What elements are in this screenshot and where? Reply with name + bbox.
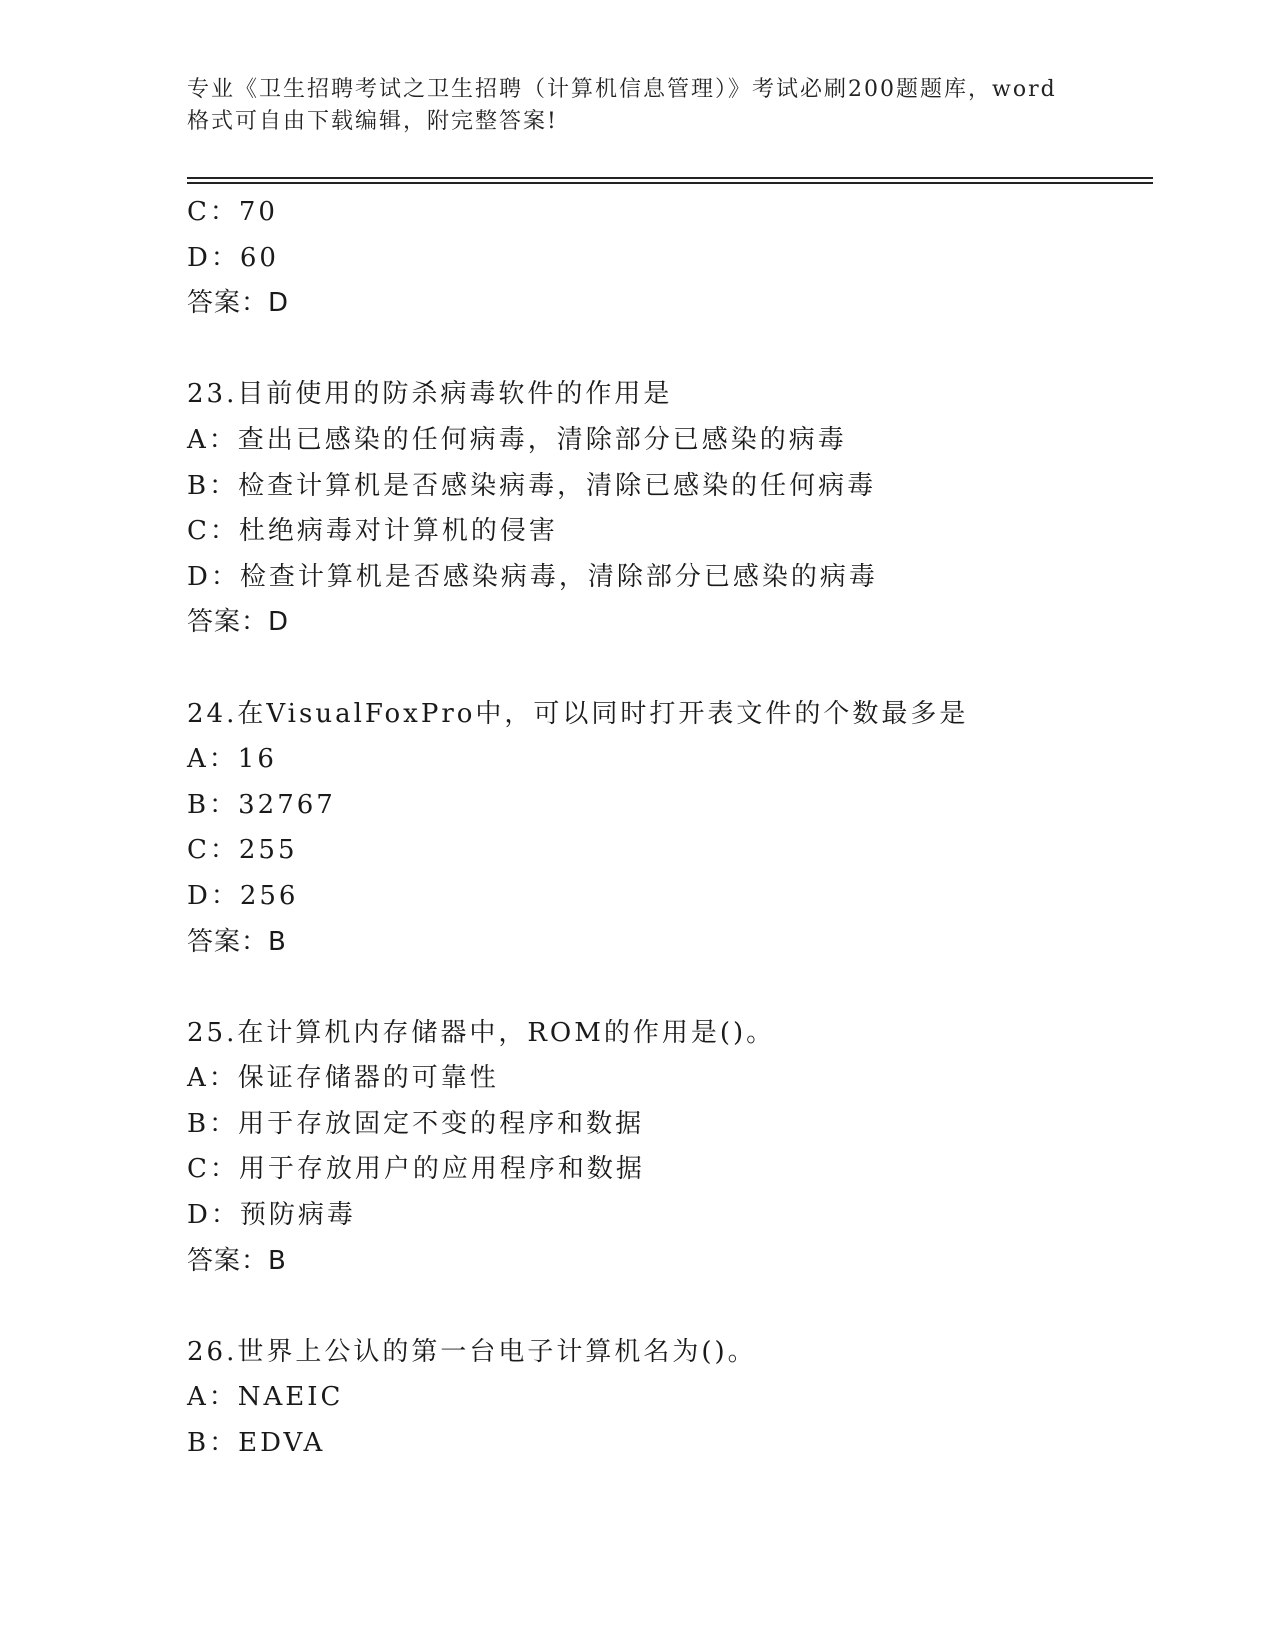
question-23 (187, 372, 1147, 646)
option-a: A：查出已感染的任何病毒，清除部分已感染的病毒 (187, 424, 847, 455)
answer-line: 答案：B (187, 926, 287, 957)
option-c: C：用于存放用户的应用程序和数据 (187, 1154, 645, 1185)
option-b: B：检查计算机是否感染病毒，清除已感染的任何病毒 (187, 470, 877, 501)
option-c: C：70 (187, 197, 278, 227)
option-b: B：EDVA (187, 1428, 326, 1459)
answer-line: 答案：D (187, 288, 290, 319)
option-a: A：保证存储器的可靠性 (187, 1063, 499, 1094)
header-divider-bottom (187, 182, 1153, 184)
question-stem: 25.在计算机内存储器中，ROM的作用是()。 (187, 1017, 776, 1048)
question-list (187, 190, 1147, 1467)
option-b: B：32767 (187, 789, 336, 820)
answer-line: 答案：D (187, 607, 290, 638)
option-d: D：256 (187, 880, 299, 911)
header-divider-top (187, 177, 1153, 179)
header-title-line-2: 格式可自由下载编辑，附完整答案! (187, 109, 558, 134)
spacer (187, 327, 1147, 373)
document-header (187, 74, 1087, 138)
option-d: D：检查计算机是否感染病毒，清除部分已感染的病毒 (187, 561, 878, 592)
option-c: C：255 (187, 835, 298, 866)
question-stem: 26.世界上公认的第一台电子计算机名为()。 (187, 1336, 757, 1367)
question-stem: 23.目前使用的防杀病毒软件的作用是 (187, 379, 673, 410)
option-d: D：预防病毒 (187, 1200, 356, 1231)
option-d: D：60 (187, 242, 279, 273)
option-c: C：杜绝病毒对计算机的侵害 (187, 516, 558, 547)
question-24 (187, 692, 1147, 966)
spacer (187, 965, 1147, 1011)
option-a: A：NAEIC (187, 1382, 344, 1413)
question-22-continued (187, 190, 1147, 327)
question-stem: 24.在VisualFoxPro中，可以同时打开表文件的个数最多是 (187, 698, 969, 729)
option-b: B：用于存放固定不变的程序和数据 (187, 1108, 645, 1139)
header-title-line-1: 专业《卫生招聘考试之卫生招聘（计算机信息管理）》考试必刷200题题库，word (187, 77, 1057, 102)
question-25 (187, 1011, 1147, 1285)
option-a: A：16 (187, 744, 277, 775)
spacer (187, 646, 1147, 692)
spacer (187, 1284, 1147, 1330)
answer-line: 答案：B (187, 1245, 287, 1276)
question-26 (187, 1330, 1147, 1467)
